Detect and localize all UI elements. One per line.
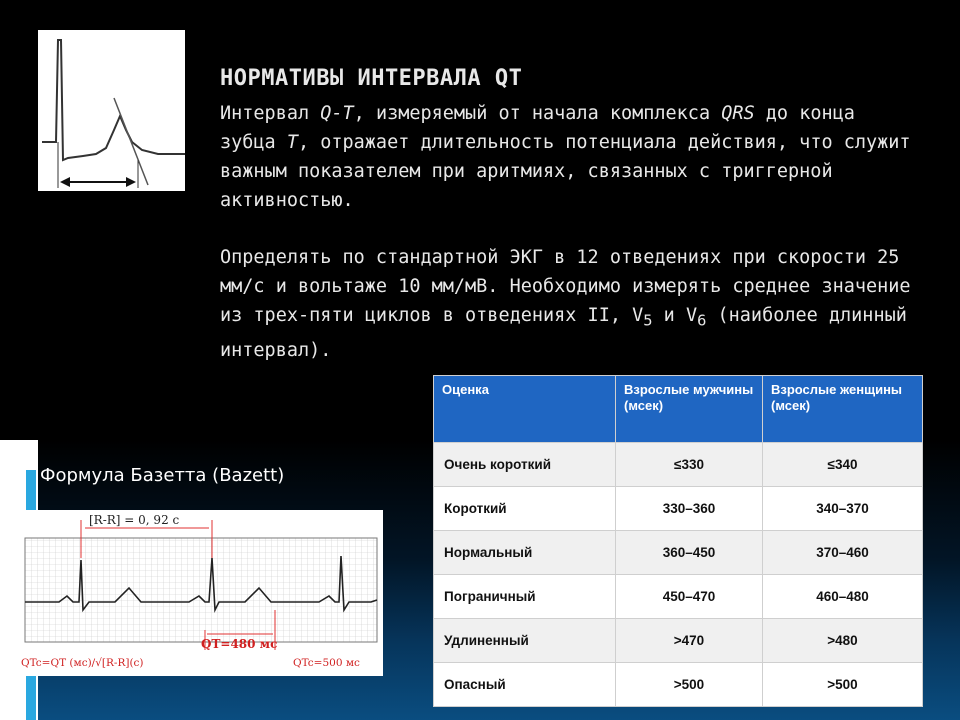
- women-value-cell: 340–370: [763, 487, 923, 531]
- rr-interval-label: [R-R] = 0, 92 с: [89, 513, 180, 527]
- term-t: T: [286, 132, 298, 153]
- rating-cell: Нормальный: [434, 531, 616, 575]
- men-value-cell: 330–360: [616, 487, 763, 531]
- text-fragment: Интервал: [220, 103, 321, 124]
- text-fragment: Определять по стандартной ЭКГ в 12 отведениях при скорости 25 мм/с и вольтаже 10 мм/мВ. Необходимо измерять среднее значение из трех-пяти циклов в отведениях II, V: [220, 247, 911, 326]
- text-fragment: , отражает длительность потенциала действия, что служит важным показателем при аритмиях, связанных с триггерной активностью.: [220, 132, 911, 211]
- men-value-cell: >470: [616, 619, 763, 663]
- measurement-instructions: [220, 243, 920, 365]
- side-accent-bottom: [26, 672, 36, 720]
- ecg-strip-illustration: [19, 510, 383, 676]
- ecg-qt-illustration: [38, 30, 185, 191]
- header-rating: Оценка: [434, 376, 616, 443]
- table-row: [434, 487, 923, 531]
- slide-title: НОРМАТИВЫ ИНТЕРВАЛА QT: [220, 66, 523, 91]
- qt-description: [220, 99, 920, 215]
- women-value-cell: 370–460: [763, 531, 923, 575]
- qtc-formula: QTc=QT (мс)/√[R-R](с): [21, 657, 144, 669]
- rating-cell: Короткий: [434, 487, 616, 531]
- table-row: [434, 575, 923, 619]
- subscript: 6: [697, 311, 707, 330]
- table-header-row: [434, 376, 923, 443]
- subscript: 5: [643, 311, 653, 330]
- bazett-formula-label: Формула Базетта (Bazett): [40, 465, 285, 486]
- table-row: [434, 531, 923, 575]
- side-strip-dark: [0, 0, 38, 440]
- women-value-cell: >500: [763, 663, 923, 707]
- men-value-cell: ≤330: [616, 443, 763, 487]
- women-value-cell: >480: [763, 619, 923, 663]
- women-value-cell: ≤340: [763, 443, 923, 487]
- women-value-cell: 460–480: [763, 575, 923, 619]
- table-row: [434, 443, 923, 487]
- rating-cell: Пограничный: [434, 575, 616, 619]
- qt-norms-table: [433, 375, 923, 707]
- rating-cell: Опасный: [434, 663, 616, 707]
- term-qt: Q-T: [320, 103, 354, 124]
- text-fragment: , измеряемый от начала комплекса: [353, 103, 722, 124]
- text-fragment: до конца зубца: [220, 103, 855, 153]
- header-men: Взрослые мужчины (мсек): [616, 376, 763, 443]
- ecg-strip-graphic: [19, 510, 383, 676]
- header-women: Взрослые женщины (мсек): [763, 376, 923, 443]
- men-value-cell: 360–450: [616, 531, 763, 575]
- term-qrs: QRS: [721, 103, 755, 124]
- qt-value-label: QT=480 мс: [201, 637, 278, 651]
- men-value-cell: >500: [616, 663, 763, 707]
- rating-cell: Очень короткий: [434, 443, 616, 487]
- qtc-value-label: QTc=500 мс: [293, 657, 360, 669]
- ecg-qt-graphic: [38, 30, 185, 191]
- table-row: [434, 663, 923, 707]
- rating-cell: Удлиненный: [434, 619, 616, 663]
- table-row: [434, 619, 923, 663]
- men-value-cell: 450–470: [616, 575, 763, 619]
- text-fragment: и V: [652, 305, 698, 326]
- text-fragment: (наиболее длинный интервал).: [220, 305, 907, 361]
